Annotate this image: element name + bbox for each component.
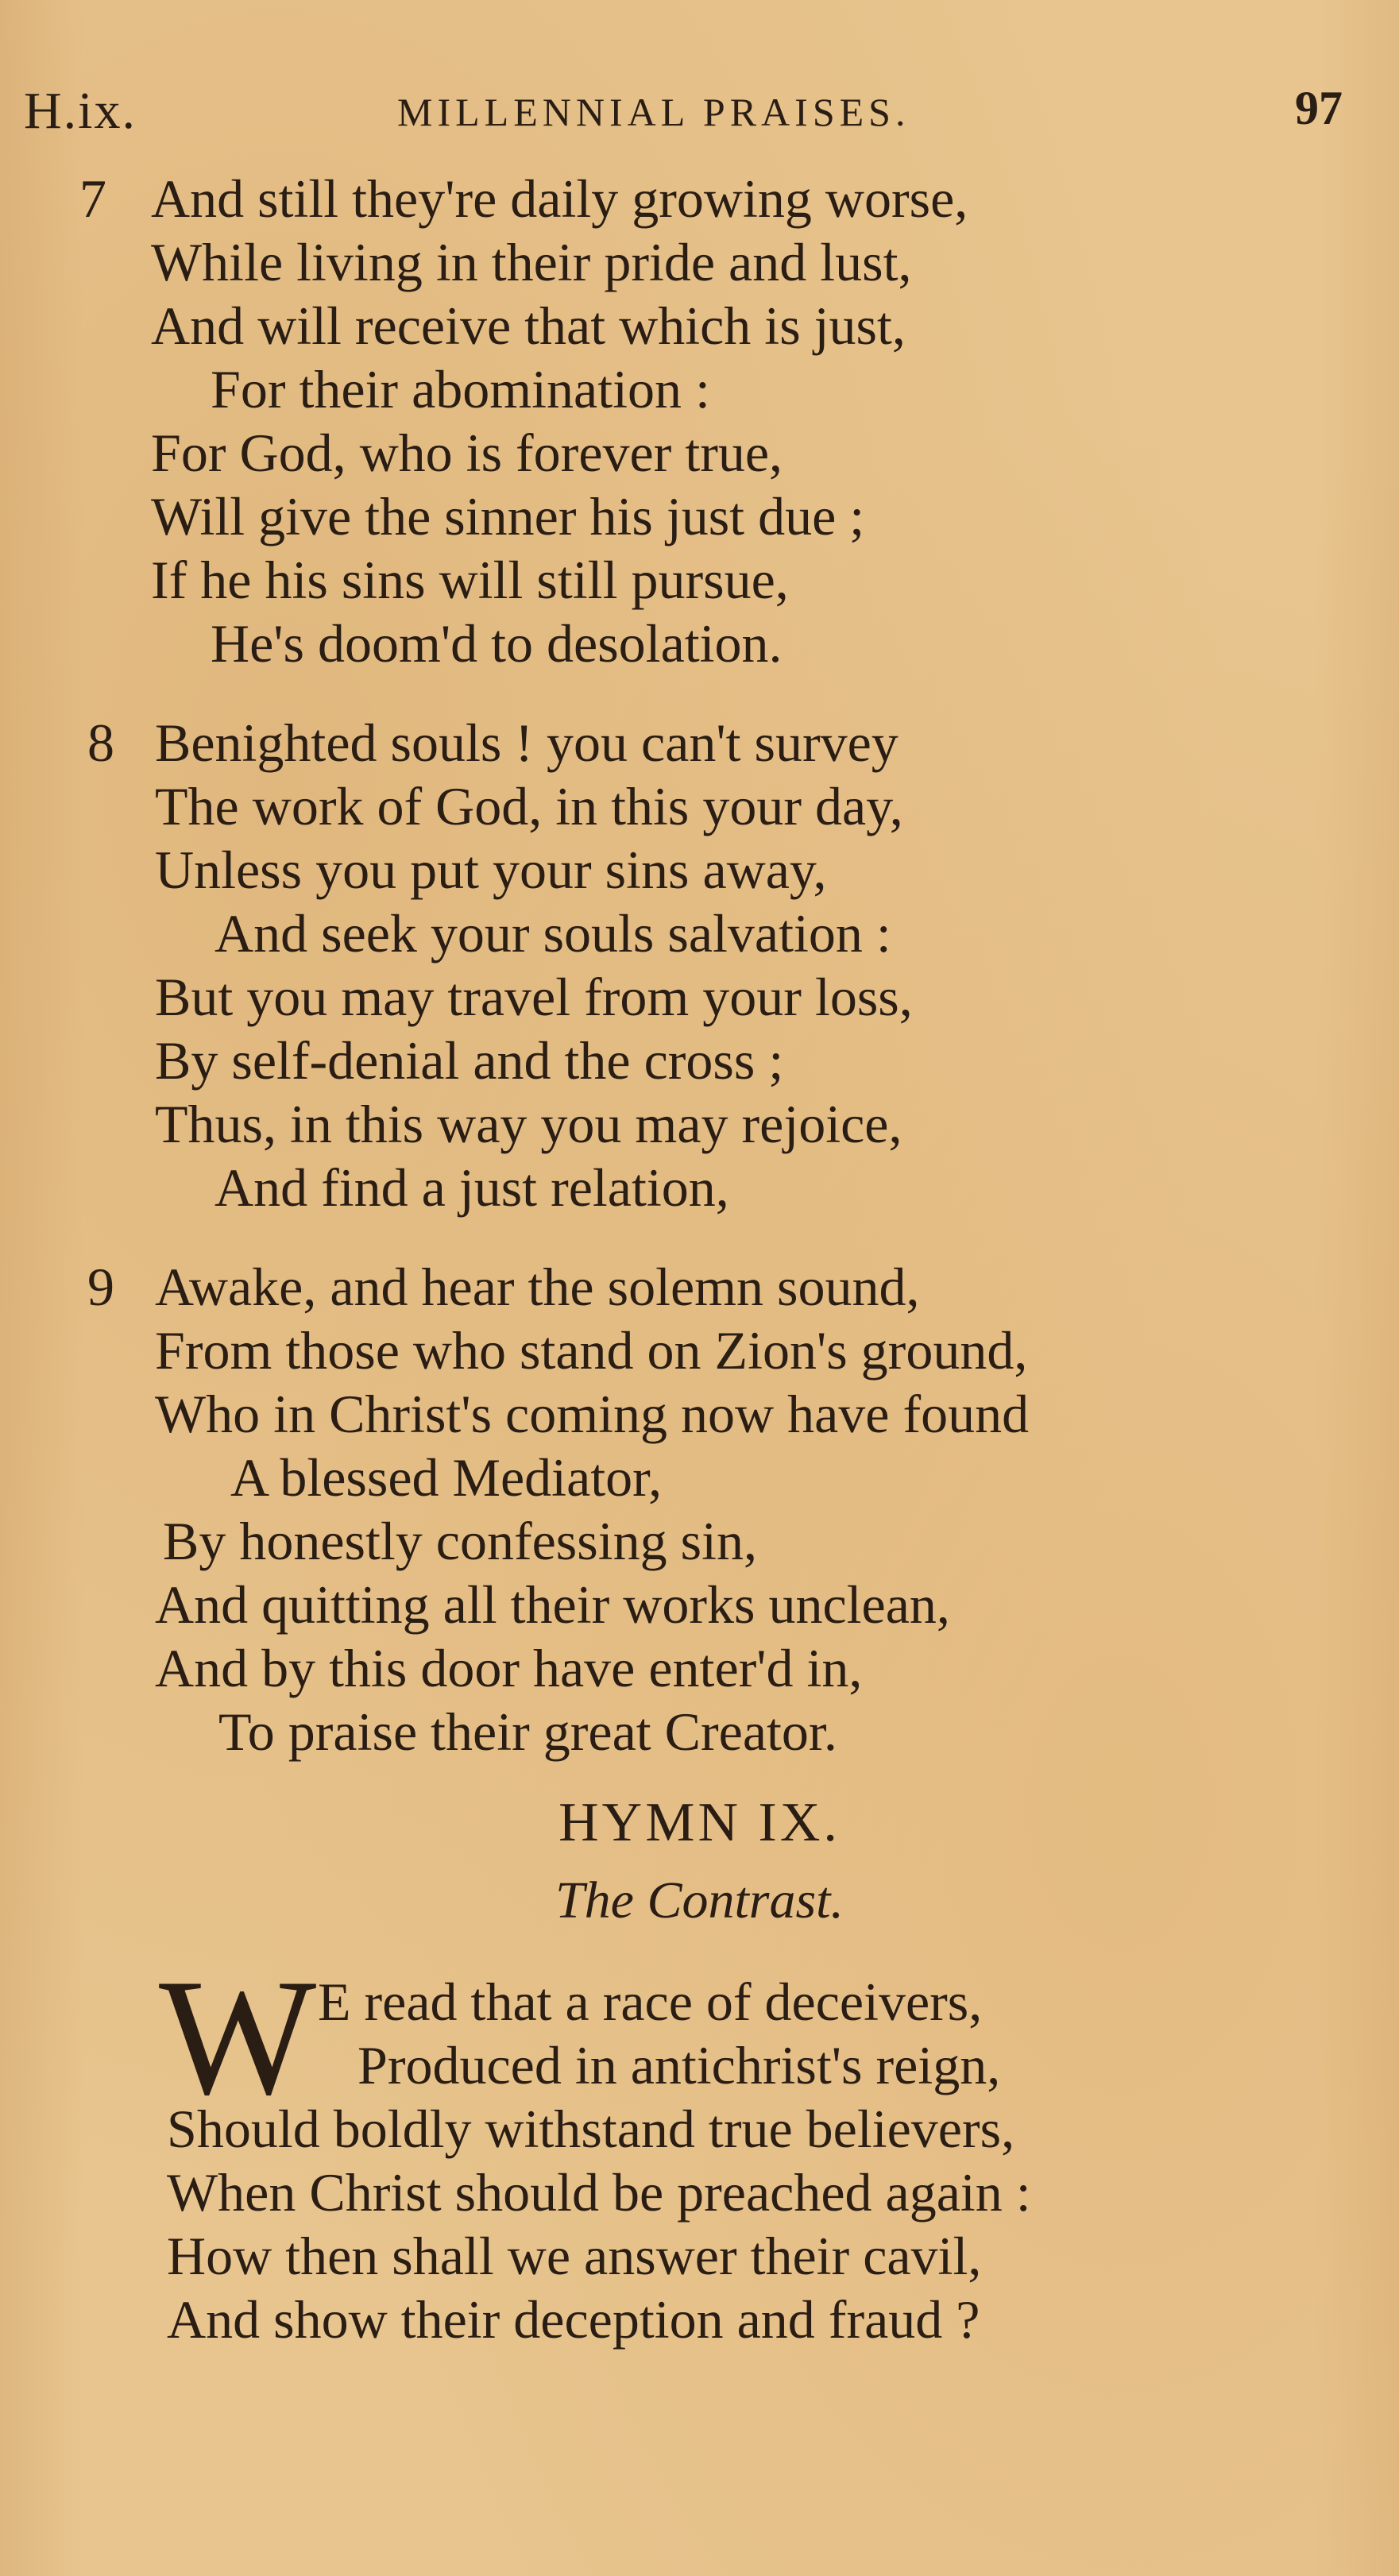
verse-line: Benighted souls ! you can't survey (155, 713, 899, 773)
verse-line: By self-denial and the cross ; (155, 1030, 784, 1091)
page-number: 97 (1295, 82, 1343, 134)
verse-line: He's doom'd to desolation. (211, 613, 783, 674)
verse-line: But you may travel from your loss, (155, 967, 913, 1027)
stanza-number: 7 (79, 168, 106, 229)
verse-line: A blessed Mediator, (230, 1447, 663, 1508)
running-title: MILLENNIAL PRAISES. (397, 90, 910, 134)
verse-line: For their abomination : (211, 359, 710, 419)
verse-line: Should boldly withstand true believers, (167, 2099, 1015, 2159)
verse-line: And still they're daily growing worse, (151, 168, 968, 229)
verse-line: Will give the sinner his just due ; (151, 486, 865, 546)
verse-line: Unless you put your sins away, (155, 840, 827, 900)
verse-line: For God, who is forever true, (151, 423, 783, 483)
verse-line: Produced in antichrist's reign, (357, 2035, 1001, 2095)
verse-line: The work of God, in this your day, (155, 776, 903, 836)
verse-line: By honestly confessing sin, (163, 1511, 757, 1571)
verse-line: E read that a race of deceivers, (318, 1972, 983, 2032)
verse-line: How then shall we answer their cavil, (167, 2226, 982, 2286)
hymn-subtitle: The Contrast. (555, 1871, 844, 1929)
verse-line: Thus, in this way you may rejoice, (155, 1094, 902, 1154)
verse-line: And show their deception and fraud ? (167, 2289, 980, 2350)
verse-line: And will receive that which is just, (151, 295, 906, 356)
drop-cap: W (159, 1945, 317, 2130)
verse-line: And find a just relation, (214, 1157, 729, 1218)
verse-line: Who in Christ's coming now have found (155, 1384, 1030, 1444)
verse-line: And seek your souls salvation : (214, 903, 891, 964)
verse-line: If he his sins will still pursue, (151, 550, 789, 610)
verse-line: When Christ should be preached again : (167, 2162, 1031, 2223)
stanza-number: 9 (87, 1257, 114, 1317)
page-header (24, 81, 1374, 153)
hymn-title: HYMN IX. (558, 1792, 841, 1853)
stanza-number: 8 (87, 713, 114, 773)
verse-line: And quitting all their works unclean, (155, 1574, 950, 1635)
verse-line: From those who stand on Zion's ground, (155, 1320, 1028, 1381)
verse-line: To praise their great Creator. (218, 1701, 837, 1762)
verse-line: And by this door have enter'd in, (155, 1638, 863, 1698)
verse-line: Awake, and hear the solemn sound, (155, 1257, 920, 1317)
section-marker: H.ix. (24, 82, 137, 140)
verse-line: While living in their pride and lust, (151, 232, 912, 292)
